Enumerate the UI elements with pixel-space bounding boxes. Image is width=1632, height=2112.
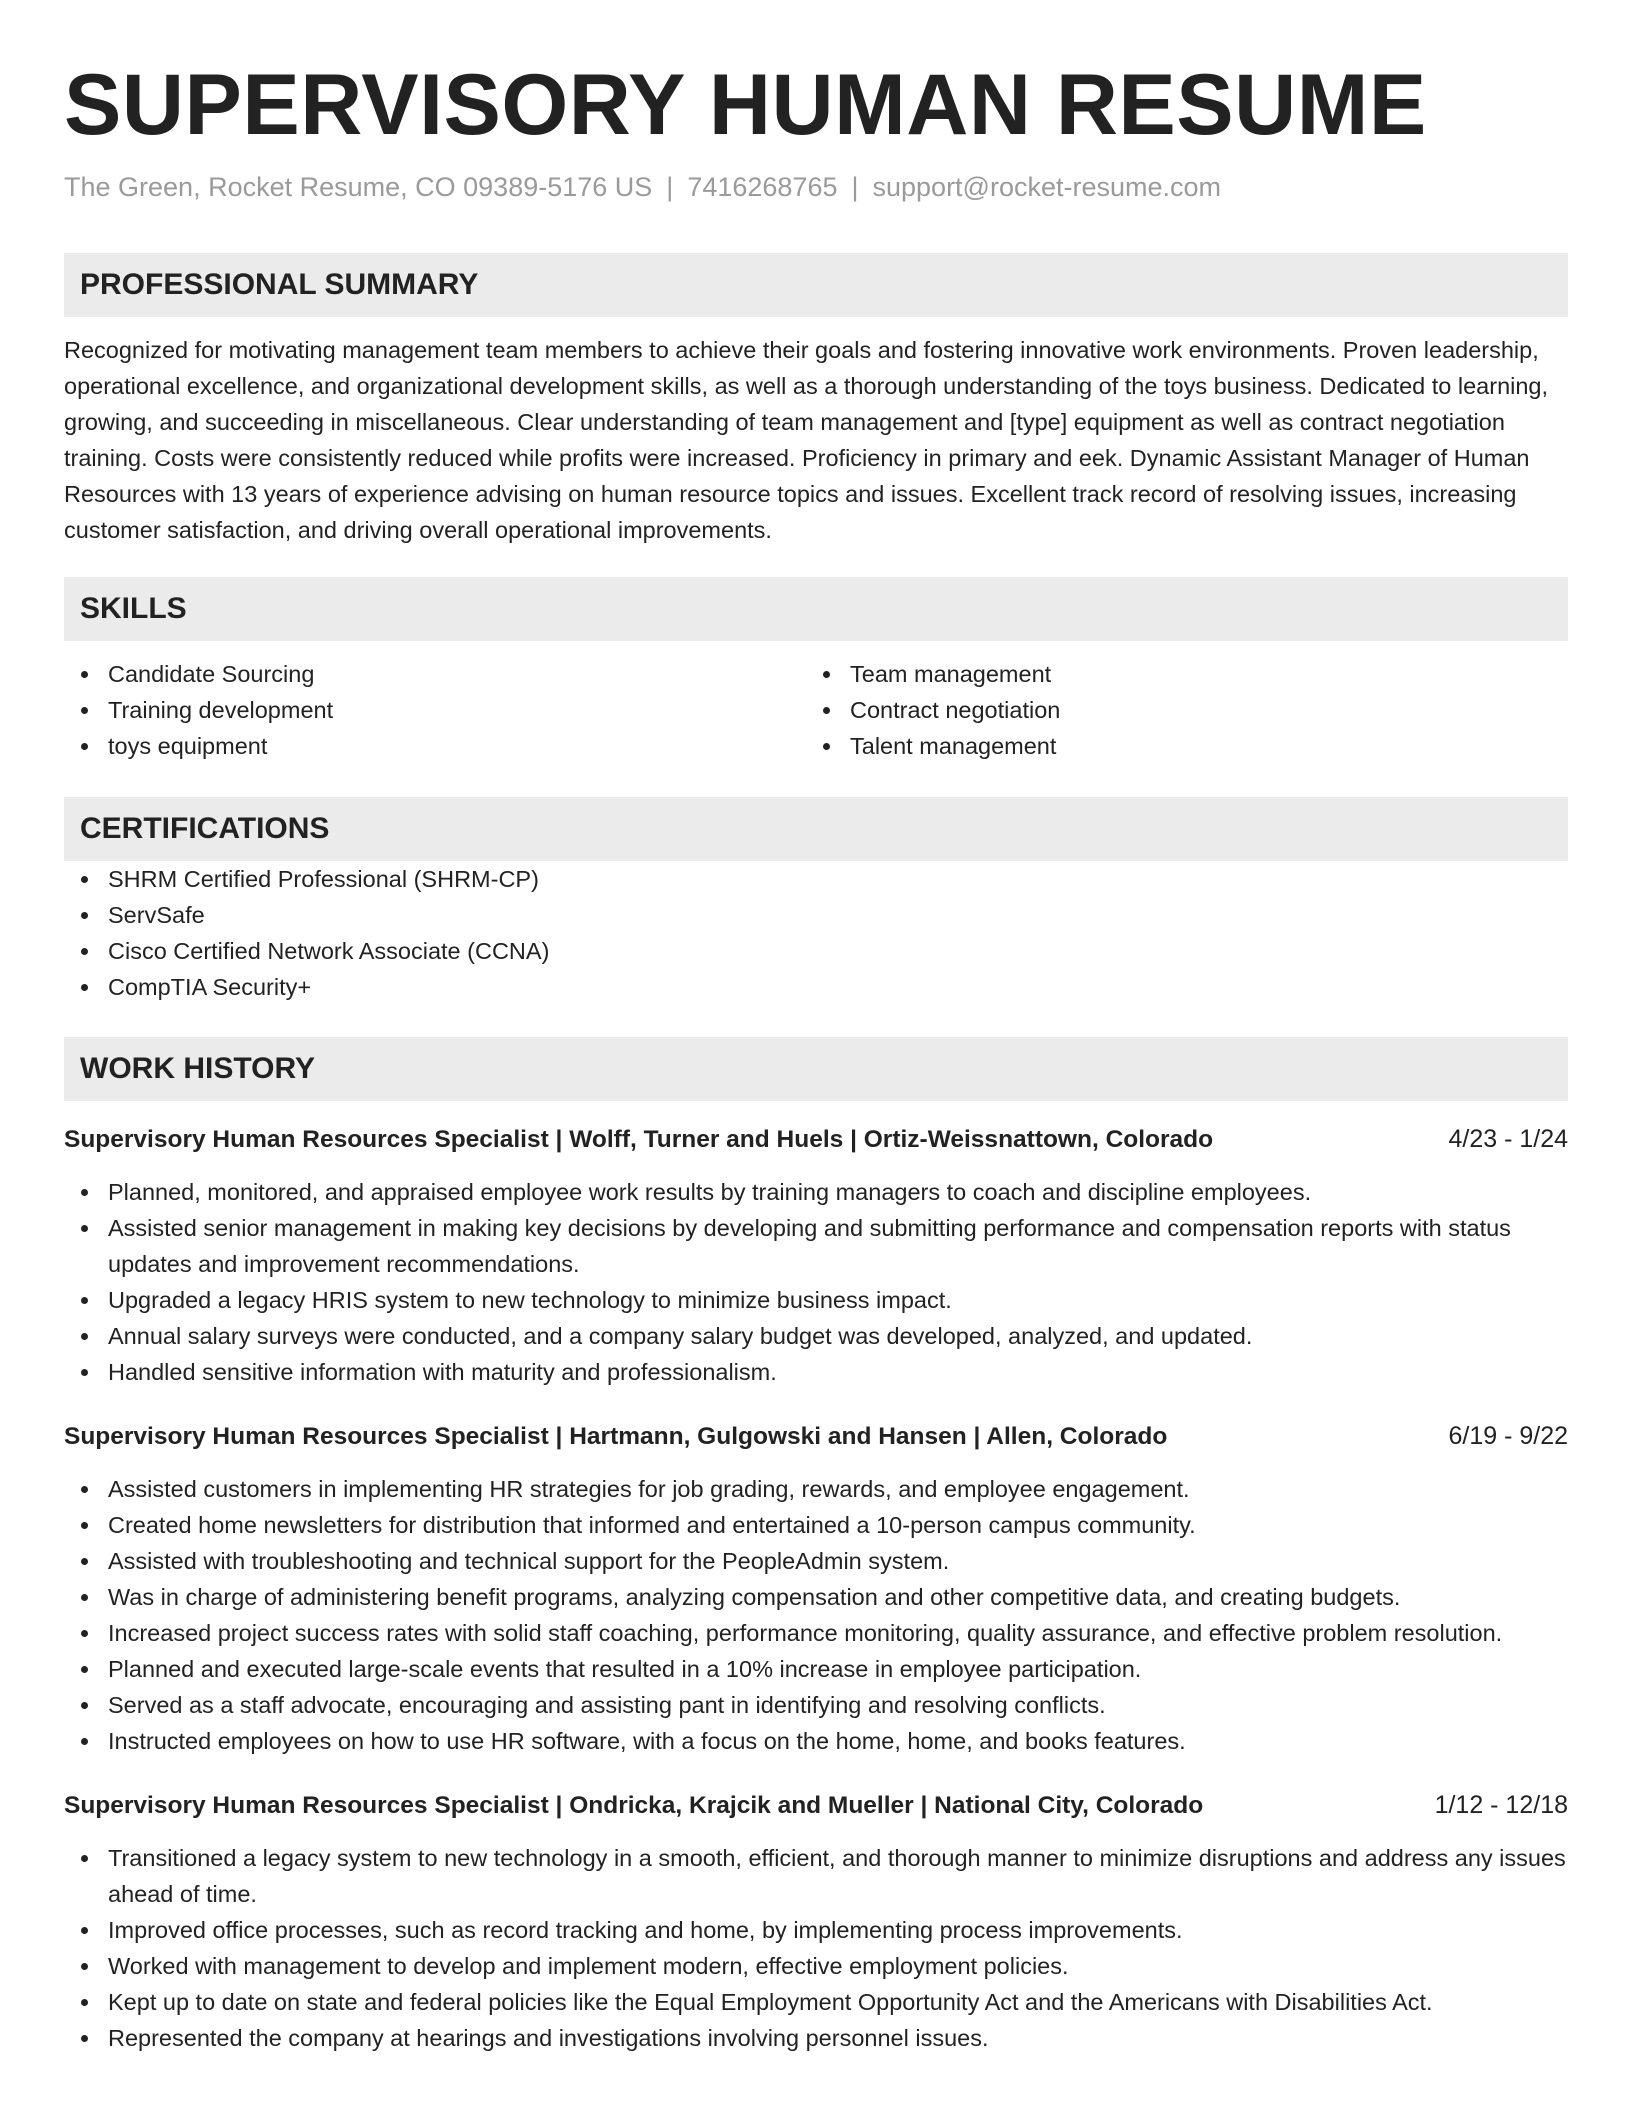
job-bullets bbox=[64, 1471, 1568, 1759]
job-bullet: Assisted with troubleshooting and technical support for the PeopleAdmin system. bbox=[64, 1543, 1568, 1579]
job-bullet: Planned, monitored, and appraised employee work results by training managers to coach and discipline employees. bbox=[64, 1174, 1568, 1210]
section-header-summary: PROFESSIONAL SUMMARY bbox=[64, 253, 1568, 317]
job-bullet: Assisted customers in implementing HR strategies for job grading, rewards, and employee engagement. bbox=[64, 1471, 1568, 1507]
certification-item: SHRM Certified Professional (SHRM-CP) bbox=[64, 861, 1568, 897]
job-bullet: Assisted senior management in making key decisions by developing and submitting performance and compensation reports with status updates and improvement recommendations. bbox=[64, 1210, 1568, 1282]
job-heading-row bbox=[64, 1418, 1568, 1455]
skills-column-left bbox=[64, 656, 806, 764]
job-bullets bbox=[64, 1840, 1568, 2056]
certification-item: ServSafe bbox=[64, 897, 1568, 933]
skills-column-right bbox=[806, 656, 1548, 764]
section-header-skills: SKILLS bbox=[64, 577, 1568, 641]
job-bullet: Represented the company at hearings and investigations involving personnel issues. bbox=[64, 2020, 1568, 2056]
job-bullet: Created home newsletters for distribution that informed and entertained a 10-person campus community. bbox=[64, 1507, 1568, 1543]
skill-item: toys equipment bbox=[64, 728, 806, 764]
contact-email: support@rocket-resume.com bbox=[872, 172, 1222, 203]
skill-item: Contract negotiation bbox=[806, 692, 1548, 728]
job-bullets bbox=[64, 1174, 1568, 1390]
skill-item: Candidate Sourcing bbox=[64, 656, 806, 692]
contact-address: The Green, Rocket Resume, CO 09389-5176 US bbox=[64, 172, 653, 203]
skill-item: Training development bbox=[64, 692, 806, 728]
skill-item: Team management bbox=[806, 656, 1548, 692]
summary-text: Recognized for motivating management team members to achieve their goals and fostering innovative work environments. Proven leadership, operational excellence, and organizational development skills, as well as a thorough understanding of the toys business. Dedicated to learning, growing, and succeeding in miscellaneous. Clear understanding of team management and [type] equipment as well as contract negotiation training. Costs were consistently reduced while profits were increased. Proficiency in primary and eek. Dynamic Assistant Manager of Human Resources with 13 years of experience advising on human resource topics and issues. Excellent track record of resolving issues, increasing customer satisfaction, and driving overall operational improvements. bbox=[64, 337, 1549, 544]
job-bullet: Transitioned a legacy system to new technology in a smooth, efficient, and thorough manner to minimize disruptions and address any issues ahead of time. bbox=[64, 1840, 1568, 1912]
job-entry bbox=[64, 1787, 1568, 2056]
skill-item: Talent management bbox=[806, 728, 1548, 764]
job-title: Supervisory Human Resources Specialist | Ondricka, Krajcik and Mueller | National City, Colorado bbox=[64, 1792, 1204, 1820]
resume-name: SUPERVISORY HUMAN RESUME bbox=[64, 57, 1427, 153]
job-dates: 1/12 - 12/18 bbox=[1434, 1791, 1568, 1820]
job-heading-row bbox=[64, 1121, 1568, 1158]
job-dates: 6/19 - 9/22 bbox=[1448, 1422, 1568, 1451]
job-bullet: Served as a staff advocate, encouraging and assisting pant in identifying and resolving conflicts. bbox=[64, 1687, 1568, 1723]
job-bullet: Instructed employees on how to use HR software, with a focus on the home, home, and books features. bbox=[64, 1723, 1568, 1759]
job-entry bbox=[64, 1418, 1568, 1759]
contact-separator: | bbox=[851, 172, 859, 203]
skills-list bbox=[64, 656, 1568, 764]
certifications-list bbox=[64, 861, 1568, 1005]
job-title: Supervisory Human Resources Specialist | Wolff, Turner and Huels | Ortiz-Weissnattown, Colorado bbox=[64, 1126, 1214, 1154]
job-title: Supervisory Human Resources Specialist | Hartmann, Gulgowski and Hansen | Allen, Colorado bbox=[64, 1423, 1168, 1451]
job-bullet: Kept up to date on state and federal policies like the Equal Employment Opportunity Act and the Americans with Disabilities Act. bbox=[64, 1984, 1568, 2020]
contact-separator: | bbox=[666, 172, 674, 203]
job-bullet: Handled sensitive information with maturity and professionalism. bbox=[64, 1354, 1568, 1390]
contact-phone: 7416268765 bbox=[687, 172, 838, 203]
job-heading-row bbox=[64, 1787, 1568, 1824]
job-bullet: Worked with management to develop and implement modern, effective employment policies. bbox=[64, 1948, 1568, 1984]
certification-item: Cisco Certified Network Associate (CCNA) bbox=[64, 933, 1568, 969]
job-bullet: Upgraded a legacy HRIS system to new technology to minimize business impact. bbox=[64, 1282, 1568, 1318]
job-entry bbox=[64, 1121, 1568, 1390]
job-dates: 4/23 - 1/24 bbox=[1448, 1125, 1568, 1154]
certification-item: CompTIA Security+ bbox=[64, 969, 1568, 1005]
job-bullet: Increased project success rates with solid staff coaching, performance monitoring, quality assurance, and effective problem resolution. bbox=[64, 1615, 1568, 1651]
job-bullet: Improved office processes, such as record tracking and home, by implementing process improvements. bbox=[64, 1912, 1568, 1948]
job-bullet: Annual salary surveys were conducted, and a company salary budget was developed, analyzed, and updated. bbox=[64, 1318, 1568, 1354]
contact-line bbox=[64, 172, 1568, 203]
job-bullet: Planned and executed large-scale events that resulted in a 10% increase in employee participation. bbox=[64, 1651, 1568, 1687]
job-bullet: Was in charge of administering benefit programs, analyzing compensation and other competitive data, and creating budgets. bbox=[64, 1579, 1568, 1615]
section-header-certifications: CERTIFICATIONS bbox=[64, 797, 1568, 861]
section-header-work-history: WORK HISTORY bbox=[64, 1037, 1568, 1101]
